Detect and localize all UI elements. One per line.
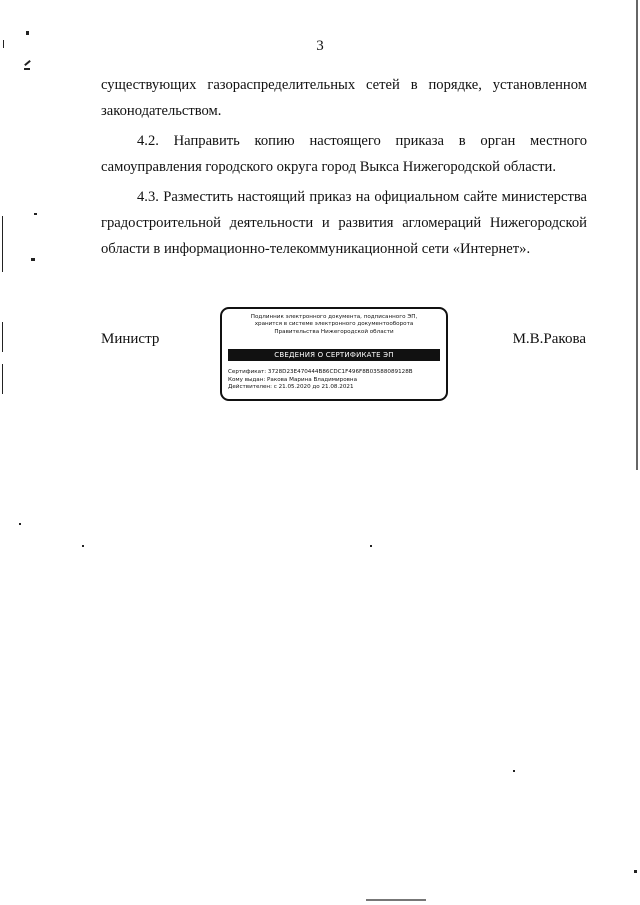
scan-artifact bbox=[370, 545, 372, 547]
paragraph-4-3 bbox=[101, 184, 587, 262]
paragraph-line: 4.2. Направить копию настоящего приказа в орган местного bbox=[137, 133, 587, 149]
stamp-issued-to: Кому выдан: Ракова Марина Владимировна bbox=[228, 376, 357, 383]
stamp-intro-line: Правительства Нижегородской области bbox=[274, 328, 394, 335]
paragraph-line: 4.3. Разместить настоящий приказ на официальном сайте министерства bbox=[137, 189, 587, 205]
scan-artifact bbox=[34, 213, 37, 215]
stamp-valid-period: Действителен: с 21.05.2020 до 21.08.2021 bbox=[228, 384, 354, 391]
scan-artifact bbox=[19, 523, 21, 525]
scan-artifact bbox=[636, 0, 638, 470]
scan-artifact bbox=[82, 545, 84, 547]
page-number: 3 bbox=[316, 38, 324, 54]
paragraph-line: самоуправления городского округа город Выкса Нижегородской области. bbox=[101, 159, 556, 175]
paragraph-line: законодательством. bbox=[101, 103, 222, 119]
stamp-header: СВЕДЕНИЯ О СЕРТИФИКАТЕ ЭП bbox=[228, 349, 440, 361]
scan-artifact bbox=[24, 68, 30, 70]
scan-artifact bbox=[2, 216, 3, 272]
scan-artifact bbox=[26, 31, 29, 35]
paragraph-4-2 bbox=[101, 128, 587, 180]
scan-artifact bbox=[634, 870, 637, 873]
scan-artifact bbox=[2, 322, 3, 352]
stamp-intro-line: Подлинник электронного документа, подписанного ЭП, bbox=[250, 314, 418, 320]
stamp-intro bbox=[228, 314, 440, 336]
signatory-title: Министр bbox=[101, 331, 160, 347]
paragraph-continuation bbox=[101, 72, 587, 124]
stamp-certificate: Сертификат: 3728D23E470444B86CDC1F496F8B03588089128B bbox=[228, 369, 413, 375]
scan-artifact bbox=[31, 258, 35, 261]
paragraph-line: области в информационно-телекоммуникационной сети «Интернет». bbox=[101, 241, 531, 257]
electronic-signature-stamp bbox=[220, 307, 448, 401]
stamp-details bbox=[228, 369, 442, 392]
signatory-name: М.В.Ракова bbox=[512, 331, 586, 347]
scan-artifact bbox=[24, 60, 31, 66]
scan-artifact bbox=[366, 899, 426, 901]
paragraph-line: градостроительной деятельности и развития агломераций Нижегородской bbox=[101, 215, 587, 231]
scan-artifact bbox=[2, 364, 3, 394]
paragraph-line: существующих газораспределительных сетей в порядке, установленном bbox=[101, 77, 587, 93]
scan-artifact bbox=[513, 770, 515, 772]
stamp-intro-line: хранится в системе электронного документооборота bbox=[254, 321, 414, 328]
